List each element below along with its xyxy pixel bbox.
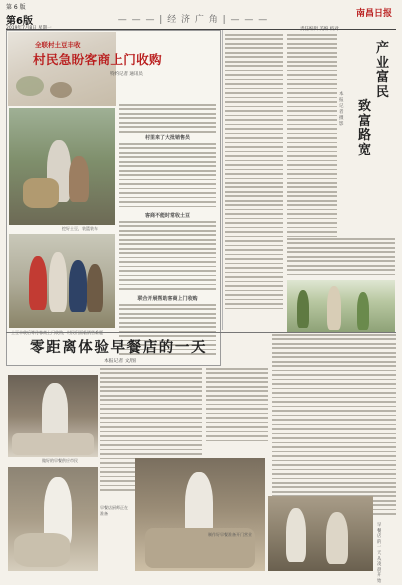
- article-2-text-block: [225, 34, 283, 312]
- breakfast-counter-photo: [8, 375, 98, 457]
- article-1-byline: 特约记者 通讯员: [110, 72, 143, 77]
- villagers-photo: [9, 234, 115, 328]
- potato-harvest-photo: [9, 108, 115, 225]
- article-3-text-block: [272, 334, 396, 518]
- article-1-subhead: 村里来了大批销售员: [144, 135, 190, 141]
- article-3-byline: 本报记者 文/图: [104, 359, 136, 364]
- article-2-headline-col2: 致富路宽: [358, 99, 372, 158]
- article-2-byline: 本报记者 摄影: [339, 92, 344, 127]
- section-rule: [6, 332, 396, 333]
- article-2-text-block: [287, 34, 337, 240]
- section-heading: — — — | 经 济 广 角 | — — —: [117, 15, 269, 25]
- article-2-headline-col1: 产业富民: [376, 41, 390, 100]
- plantation-photo: [287, 280, 395, 332]
- article-1-text-block: [119, 221, 216, 293]
- kitchen-photo: [135, 458, 265, 571]
- chef-photo: [8, 467, 98, 571]
- article-1-subhead: 联合开展帮助客商上门收购: [137, 296, 198, 302]
- photo-caption: 早餐店厨师正在准备: [100, 505, 128, 516]
- column-rule: [222, 30, 223, 330]
- article-1-text-block: [119, 143, 216, 210]
- article-1-headline: 村民急盼客商上门收购: [33, 52, 162, 67]
- page-number: 第 6 版: [6, 4, 26, 11]
- article-1-kicker: 全联村土豆丰收: [35, 41, 81, 49]
- article-3-headline: 零距离体验早餐店的一天: [30, 339, 208, 356]
- photo-caption: 做好的早餐供应市民: [42, 458, 78, 463]
- staff-photo: [268, 496, 373, 571]
- article-1-subhead: 客商不能时常收土豆: [144, 213, 190, 219]
- page-label: 第6版: [6, 16, 33, 27]
- article-1-text-block: [119, 104, 216, 135]
- newspaper-name: 南昌日报: [356, 9, 393, 19]
- article-2-text-block: [287, 238, 395, 278]
- side-caption: 早餐店的一天从凌晨开始: [377, 523, 382, 584]
- photo-caption: 挖好土豆，装篮装车: [62, 226, 98, 231]
- photo-caption: 制作好早餐准备开门营业: [208, 532, 252, 537]
- article-3-text-block: [206, 368, 268, 444]
